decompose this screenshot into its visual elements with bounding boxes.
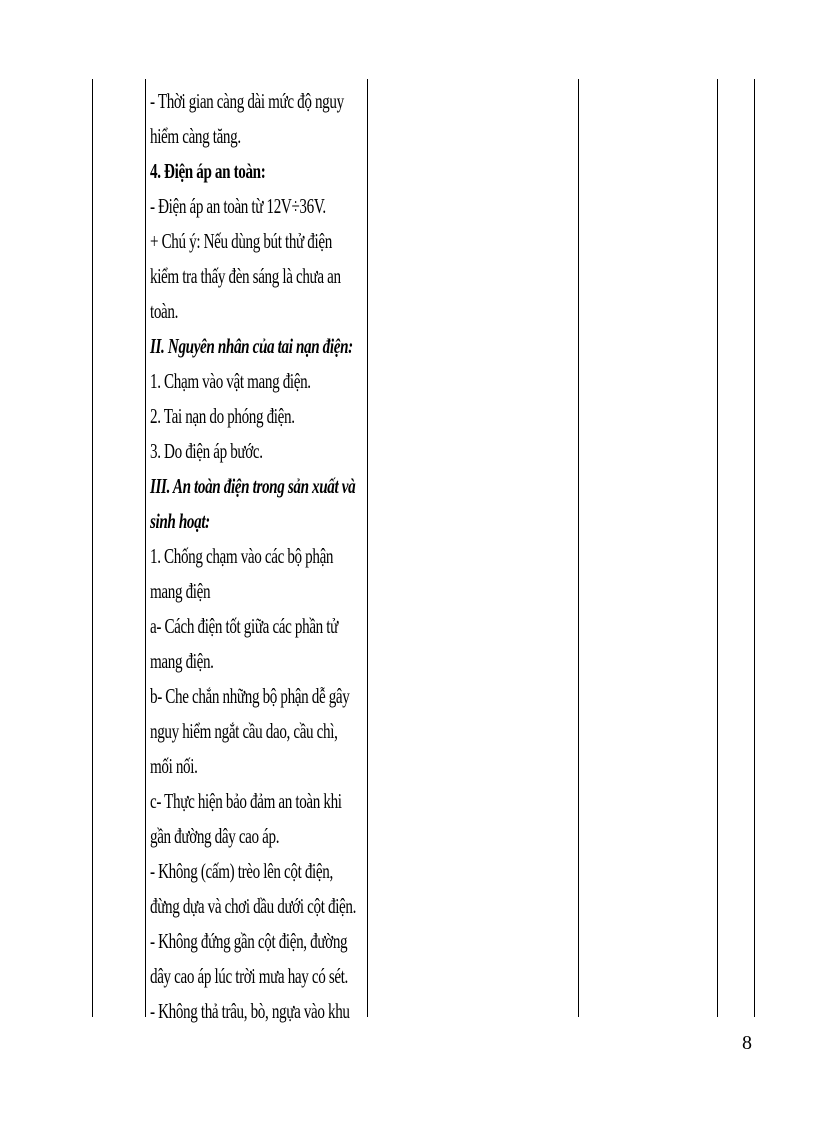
text-line-content: sinh hoạt: xyxy=(150,509,210,533)
text-line xyxy=(150,294,364,329)
text-line-content: nguy hiểm ngắt cầu dao, cầu chì, xyxy=(150,719,338,743)
text-line-content: kiểm tra thấy đèn sáng là chưa an xyxy=(150,264,341,288)
text-line-content: II. Nguyên nhân của tai nạn điện: xyxy=(150,334,353,358)
text-line-content: mang điện. xyxy=(150,649,214,673)
text-line xyxy=(150,434,364,469)
text-line-content: mối nối. xyxy=(150,754,198,778)
text-line-content: c- Thực hiện bảo đảm an toàn khi xyxy=(150,789,342,813)
text-line xyxy=(150,189,364,224)
text-line-content: gần đường dây cao áp. xyxy=(150,824,280,848)
document-content-column xyxy=(150,84,364,1029)
table-border-left-outer xyxy=(92,79,93,1017)
text-line-content: 4. Điện áp an toàn: xyxy=(150,159,266,183)
text-line xyxy=(150,574,364,609)
text-line-content: - Không thả trâu, bò, ngựa vào khu xyxy=(150,999,350,1023)
text-line-content: - Không đứng gần cột điện, đường xyxy=(150,929,348,953)
text-line-content: 1. Chạm vào vật mang điện. xyxy=(150,369,311,393)
text-line-content: dây cao áp lúc trời mưa hay có sét. xyxy=(150,964,348,988)
text-line xyxy=(150,154,364,189)
text-line xyxy=(150,994,364,1029)
text-line-content: a- Cách điện tốt giữa các phần tử xyxy=(150,614,338,638)
text-line-content: toàn. xyxy=(150,299,179,323)
text-line xyxy=(150,364,364,399)
text-line xyxy=(150,399,364,434)
table-border-right-outer xyxy=(754,79,755,1017)
text-line xyxy=(150,784,364,819)
text-line xyxy=(150,224,364,259)
text-line xyxy=(150,84,364,119)
text-line xyxy=(150,959,364,994)
page-number: 8 xyxy=(742,1032,752,1054)
text-line-content: đừng dựa và chơi dầu dưới cột điện. xyxy=(150,894,357,918)
text-line xyxy=(150,469,364,504)
table-border-right-inner xyxy=(717,79,718,1017)
text-line xyxy=(150,679,364,714)
text-line xyxy=(150,889,364,924)
text-line-content: - Không (cấm) trèo lên cột điện, xyxy=(150,859,333,883)
table-border-left-inner xyxy=(145,79,146,1017)
text-line xyxy=(150,714,364,749)
text-line-content: 1. Chống chạm vào các bộ phận xyxy=(150,544,334,568)
text-line-content: - Thời gian càng dài mức độ nguy xyxy=(150,89,344,113)
text-line-content: III. An toàn điện trong sản xuất và xyxy=(150,474,356,498)
text-line xyxy=(150,329,364,364)
text-line xyxy=(150,119,364,154)
text-line xyxy=(150,854,364,889)
table-border-middle xyxy=(578,79,579,1017)
text-line xyxy=(150,644,364,679)
table-border-content-right xyxy=(367,79,368,1017)
text-line xyxy=(150,749,364,784)
text-line-content: 3. Do điện áp bước. xyxy=(150,439,263,463)
text-line xyxy=(150,539,364,574)
text-line-content: mang điện xyxy=(150,579,211,603)
text-line-content: 2. Tai nạn do phóng điện. xyxy=(150,404,295,428)
text-line xyxy=(150,819,364,854)
text-line-content: hiểm càng tăng. xyxy=(150,124,241,148)
text-line-content: + Chú ý: Nếu dùng bút thử điện xyxy=(150,229,332,253)
text-line xyxy=(150,504,364,539)
text-line xyxy=(150,924,364,959)
text-line-content: b- Che chắn những bộ phận dễ gây xyxy=(150,684,350,708)
text-line-content: - Điện áp an toàn từ 12V÷36V. xyxy=(150,194,326,218)
text-line xyxy=(150,259,364,294)
text-line xyxy=(150,609,364,644)
